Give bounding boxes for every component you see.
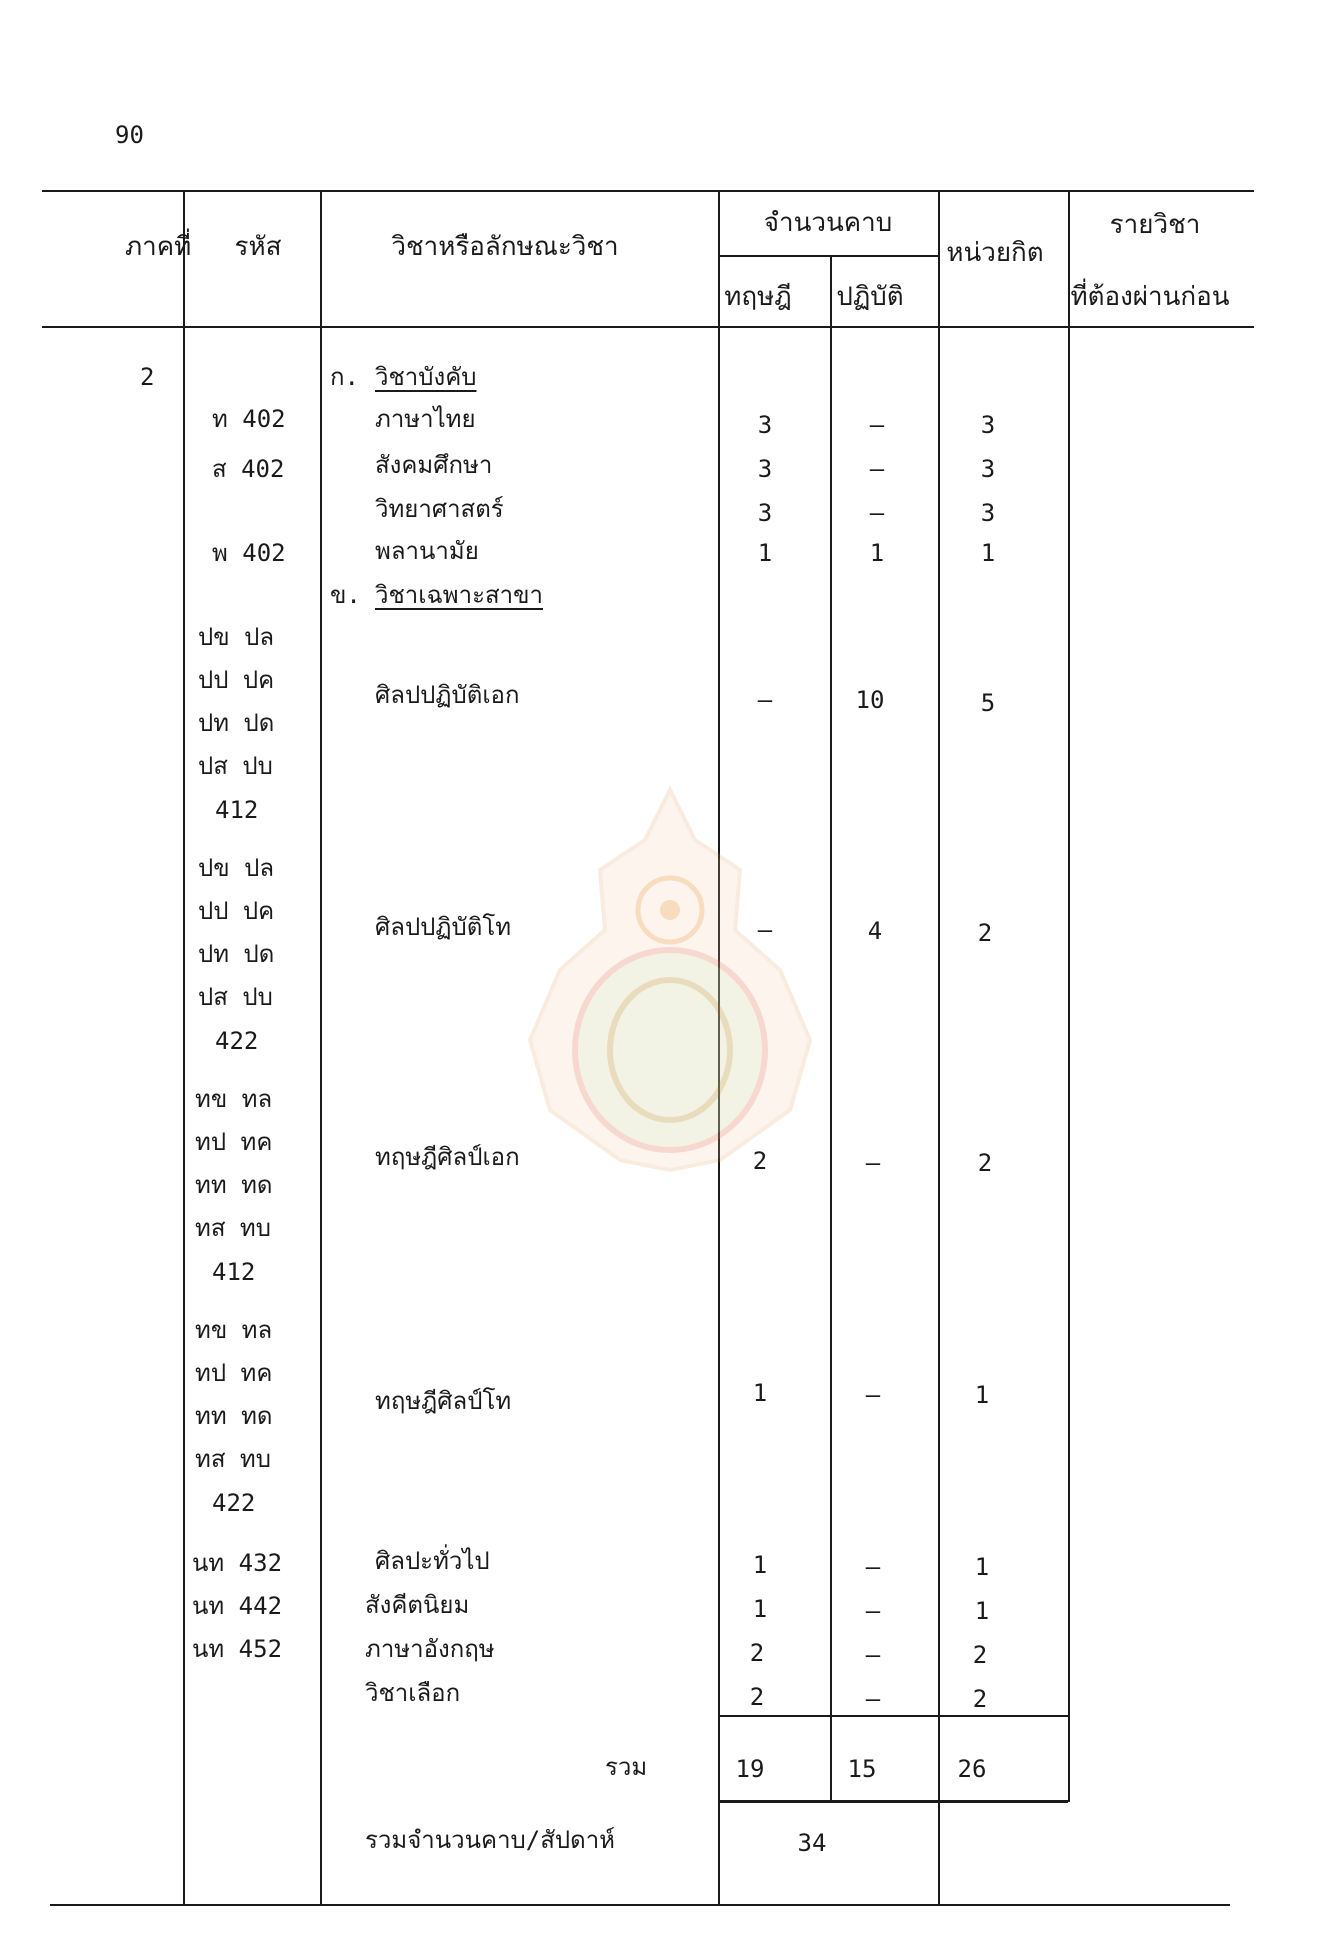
header-practice: ปฏิบัติ: [836, 282, 904, 312]
row-practice: –: [865, 1641, 881, 1669]
group-practice: –: [865, 1149, 881, 1177]
total-label: รวม: [605, 1753, 648, 1781]
group-code-line: ทป ทค: [195, 1359, 273, 1387]
group-code-line: ปท ปด: [198, 709, 275, 737]
row-code: ท 402: [212, 405, 286, 433]
header-prereq-line1: รายวิชา: [1109, 210, 1201, 240]
group-credit: 5: [980, 689, 996, 717]
group-code-line: ปข ปล: [198, 623, 275, 651]
header-semester: ภาคที่: [125, 232, 192, 262]
group-subject: ทฤษฎีศิลป์โท: [375, 1387, 512, 1415]
group-code-line: ทข ทล: [195, 1316, 273, 1344]
row-subject: วิชาเลือก: [365, 1679, 461, 1707]
group-practice: 10: [855, 686, 885, 714]
group-code-line: ทส ทบ: [195, 1214, 271, 1242]
group-practice: 4: [867, 917, 883, 945]
row-theory: 1: [757, 539, 773, 567]
row-theory: 1: [752, 1551, 768, 1579]
group-subject: ศิลปปฏิบัติเอก: [375, 681, 520, 709]
group-code-number: 412: [215, 796, 259, 824]
row-subject: ภาษาอังกฤษ: [365, 1635, 495, 1663]
col-divider-code: [320, 190, 322, 1904]
total-bottom-rule: [718, 1800, 1068, 1803]
group-code-line: ปส ปบ: [198, 983, 273, 1011]
table-top-rule: [42, 190, 1254, 192]
group-credit: 2: [977, 1149, 993, 1177]
group-subject: ศิลปปฏิบัติโท: [375, 913, 512, 941]
page-number: 90: [115, 121, 144, 149]
col-divider-theory: [830, 255, 832, 1802]
group-code-number: 412: [212, 1258, 256, 1286]
section-a-title: วิชาบังคับ: [375, 363, 477, 391]
section-a-marker: ก.: [330, 363, 359, 391]
section-b-marker: ข.: [330, 581, 361, 609]
group-code-line: ปท ปด: [198, 940, 275, 968]
row-credit: 3: [980, 411, 996, 439]
row-practice: –: [869, 455, 885, 483]
row-credit: 1: [974, 1553, 990, 1581]
row-theory: 1: [752, 1595, 768, 1623]
row-credit: 2: [972, 1685, 988, 1713]
group-code-number: 422: [215, 1027, 259, 1055]
header-bottom-rule: [42, 326, 1254, 328]
row-theory: 2: [749, 1639, 765, 1667]
weekly-label: รวมจำนวนคาบ/สัปดาห์: [365, 1826, 615, 1854]
row-subject: สังคีตนิยม: [365, 1591, 470, 1619]
total-credit: 26: [957, 1755, 987, 1783]
group-code-line: ทท ทด: [195, 1402, 273, 1430]
col-divider-practice: [938, 190, 940, 1904]
header-subject: วิชาหรือลักษณะวิชา: [391, 232, 619, 262]
row-practice: –: [865, 1553, 881, 1581]
col-divider-credit: [1068, 190, 1070, 1802]
section-b-title: วิชาเฉพาะสาขา: [375, 581, 543, 609]
header-credit: หน่วยกิต: [946, 238, 1044, 268]
row-credit: 3: [980, 455, 996, 483]
group-code-line: ทป ทค: [195, 1128, 273, 1156]
group-code-line: ปข ปล: [198, 854, 275, 882]
group-practice: –: [865, 1381, 881, 1409]
row-subject: วิทยาศาสตร์: [375, 495, 504, 523]
total-theory: 19: [735, 1755, 765, 1783]
periods-subheader-rule: [718, 255, 940, 257]
group-theory: –: [757, 686, 773, 714]
row-practice: –: [865, 1685, 881, 1713]
group-credit: 1: [974, 1381, 990, 1409]
row-theory: 3: [757, 411, 773, 439]
group-subject: ทฤษฎีศิลป์เอก: [375, 1143, 520, 1171]
group-theory: –: [757, 916, 773, 944]
header-code: รหัส: [234, 232, 282, 262]
row-credit: 1: [974, 1597, 990, 1625]
row-code: พ 402: [212, 539, 286, 567]
group-theory: 2: [752, 1147, 768, 1175]
row-code: ส 402: [212, 455, 285, 483]
row-subject: ศิลปะทั่วไป: [375, 1547, 490, 1575]
row-practice: –: [869, 411, 885, 439]
group-code-number: 422: [212, 1489, 256, 1517]
row-subject: ภาษาไทย: [375, 405, 476, 433]
row-subject: พลานามัย: [375, 537, 479, 565]
row-practice: –: [869, 499, 885, 527]
header-theory: ทฤษฎี: [724, 282, 792, 312]
row-credit: 2: [972, 1641, 988, 1669]
group-theory: 1: [752, 1379, 768, 1407]
row-code: นท 452: [192, 1635, 283, 1663]
row-theory: 3: [757, 499, 773, 527]
seal-watermark: [520, 780, 820, 1180]
group-credit: 2: [977, 919, 993, 947]
group-code-line: ทข ทล: [195, 1085, 273, 1113]
row-theory: 3: [757, 455, 773, 483]
row-subject: สังคมศึกษา: [375, 451, 493, 479]
group-code-line: ปป ปค: [198, 897, 275, 925]
weekly-value: 34: [797, 1829, 827, 1857]
header-periods: จำนวนคาบ: [763, 208, 893, 238]
row-code: นท 432: [192, 1549, 283, 1577]
group-code-line: ทท ทด: [195, 1171, 273, 1199]
total-top-rule: [718, 1715, 1068, 1717]
col-divider-semester: [183, 190, 185, 1904]
group-code-line: ปป ปค: [198, 666, 275, 694]
group-code-line: ทส ทบ: [195, 1445, 271, 1473]
header-prereq-line2: ที่ต้องผ่านก่อน: [1070, 282, 1230, 312]
table-bottom-rule: [50, 1904, 1230, 1906]
semester-value: 2: [140, 363, 155, 391]
row-theory: 2: [749, 1683, 765, 1711]
row-credit: 3: [980, 499, 996, 527]
group-code-line: ปส ปบ: [198, 752, 273, 780]
total-practice: 15: [847, 1755, 877, 1783]
row-credit: 1: [980, 539, 996, 567]
row-practice: 1: [869, 539, 885, 567]
row-code: นท 442: [192, 1592, 283, 1620]
row-practice: –: [865, 1597, 881, 1625]
